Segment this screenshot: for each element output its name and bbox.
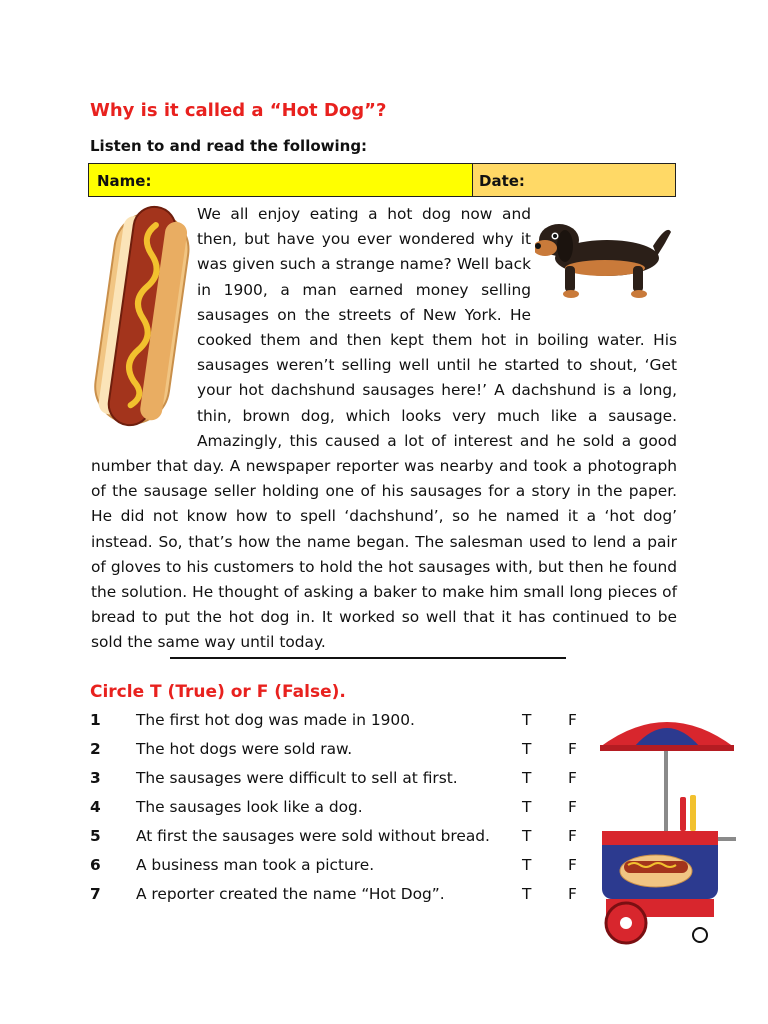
true-option[interactable]: T (522, 740, 532, 758)
quiz-item-statement: The sausages were difficult to sell at first. (136, 769, 458, 787)
name-date-box (88, 163, 676, 197)
divider-line (170, 657, 566, 659)
false-option[interactable]: F (568, 798, 577, 816)
quiz-item-number: 2 (90, 740, 101, 758)
true-option[interactable]: T (522, 885, 532, 903)
quiz-item-number: 6 (90, 856, 101, 874)
date-label: Date: (479, 172, 525, 190)
false-option[interactable]: F (568, 769, 577, 787)
quiz-item-number: 7 (90, 885, 101, 903)
false-option[interactable]: F (568, 885, 577, 903)
true-option[interactable]: T (522, 711, 532, 729)
reading-passage (91, 202, 677, 656)
true-option[interactable]: T (522, 856, 532, 874)
quiz-item-statement: The first hot dog was made in 1900. (136, 711, 415, 729)
instructions-heading: Listen to and read the following: (90, 137, 368, 155)
hot-dog-image (91, 204, 193, 431)
passage-text: We all enjoy eating a hot dog now and then, but have you ever wondered why it was given such a strange name? Well back in 1900, a man earned money selling sausages on the streets of New York. He cooked them and then kept them hot in boiling water. His sausages weren’t selling well until he started to shout, ‘Get your hot dachshund sausages here!’ A dachshund is a long, thin, brown dog, which looks very much like a sausage. Amazingly, this caused a lot of interest and he sold a good number that day. A newspaper reporter was nearby and took a photograph of the sausage seller holding one of his sausages for a story in the paper. He did not know how to spell ‘dachshund’, so he named it a ‘hot dog’ instead. So, that’s how the name began. The salesman used to lend a pair of gloves to his customers to hold the hot sausages with, but then he found the solution. He thought of asking a baker to make him small long pieces of bread to put the hot dog in. It worked so well that it has continued to be sold the same way until today. (91, 205, 677, 652)
quiz-item-statement: The sausages look like a dog. (136, 798, 363, 816)
quiz-item-statement: At first the sausages were sold without bread. (136, 827, 490, 845)
quiz-item-number: 5 (90, 827, 101, 845)
quiz-item-statement: A business man took a picture. (136, 856, 375, 874)
quiz-item-statement: A reporter created the name “Hot Dog”. (136, 885, 445, 903)
true-option[interactable]: T (522, 827, 532, 845)
date-field[interactable] (473, 164, 675, 196)
worksheet-title: Why is it called a “Hot Dog”? (90, 100, 387, 121)
quiz-title: Circle T (True) or F (False). (90, 682, 346, 702)
quiz-item-number: 1 (90, 711, 101, 729)
hot-dog-cart-image (596, 705, 738, 950)
quiz-item-number: 4 (90, 798, 101, 816)
true-option[interactable]: T (522, 769, 532, 787)
false-option[interactable]: F (568, 711, 577, 729)
name-label: Name: (97, 172, 152, 190)
name-field[interactable] (89, 164, 473, 196)
quiz-item-number: 3 (90, 769, 101, 787)
false-option[interactable]: F (568, 740, 577, 758)
false-option[interactable]: F (568, 827, 577, 845)
true-option[interactable]: T (522, 798, 532, 816)
false-option[interactable]: F (568, 856, 577, 874)
dachshund-image (535, 206, 677, 304)
quiz-item-statement: The hot dogs were sold raw. (136, 740, 353, 758)
